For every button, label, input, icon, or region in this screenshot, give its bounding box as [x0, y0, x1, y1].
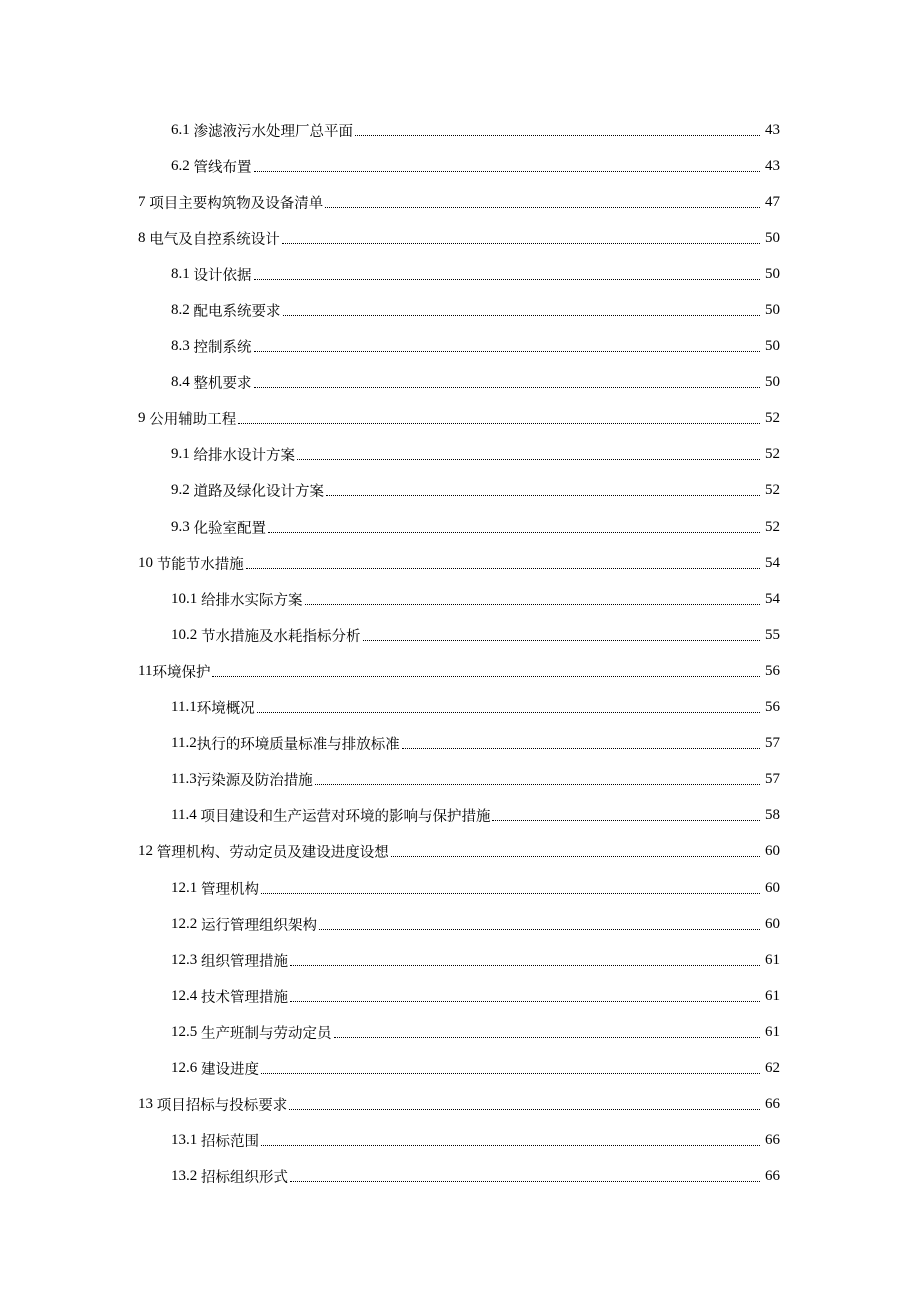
- toc-entry-number: 8.3: [171, 338, 190, 355]
- toc-dot-leader: [290, 1181, 760, 1182]
- toc-entry-number: 13.2: [171, 1168, 198, 1185]
- toc-entry-number: 9.2: [171, 482, 190, 499]
- toc-dot-leader: [261, 893, 760, 894]
- toc-entry[interactable]: [0, 870, 920, 906]
- toc-entry[interactable]: [0, 256, 920, 292]
- toc-dot-leader: [363, 640, 761, 641]
- table-of-contents: [0, 112, 920, 1195]
- toc-entry-page-number: 54: [765, 590, 780, 607]
- toc-dot-leader: [254, 351, 761, 352]
- toc-dot-leader: [282, 243, 760, 244]
- toc-entry[interactable]: [0, 798, 920, 834]
- toc-entry[interactable]: [0, 401, 920, 437]
- toc-entry-title: 项目建设和生产运营对环境的影响与保护措施: [200, 809, 491, 826]
- toc-entry-title: 渗滤液污水处理厂总平面: [193, 123, 353, 140]
- toc-entry[interactable]: [0, 690, 920, 726]
- toc-entry-page-number: 66: [765, 1096, 780, 1113]
- toc-entry[interactable]: [0, 834, 920, 870]
- toc-entry-number: 9.1: [171, 446, 190, 463]
- toc-entry-number: 9.3: [171, 518, 190, 535]
- toc-entry-number: 8.4: [171, 374, 190, 391]
- toc-entry[interactable]: [0, 112, 920, 148]
- toc-entry[interactable]: [0, 184, 920, 220]
- toc-dot-leader: [254, 279, 761, 280]
- toc-dot-leader: [290, 1001, 760, 1002]
- toc-entry-title: 电气及自控系统设计: [149, 231, 280, 248]
- toc-entry-page-number: 58: [765, 807, 780, 824]
- toc-entry-page-number: 47: [765, 193, 780, 210]
- toc-entry-title: 公用辅助工程: [149, 412, 237, 429]
- toc-entry-number: 12.3: [171, 951, 198, 968]
- toc-entry-page-number: 52: [765, 446, 780, 463]
- toc-entry-title: 项目招标与投标要求: [156, 1098, 288, 1115]
- toc-entry[interactable]: [0, 1123, 920, 1159]
- toc-entry-title: 节水措施及水耗指标分析: [201, 628, 361, 645]
- toc-dot-leader: [315, 784, 760, 785]
- toc-dot-leader: [290, 965, 760, 966]
- toc-entry[interactable]: [0, 329, 920, 365]
- toc-dot-leader: [402, 748, 760, 749]
- toc-entry-title: 化验室配置: [193, 520, 266, 537]
- toc-entry[interactable]: [0, 148, 920, 184]
- toc-entry-title: 组织管理措施: [201, 953, 288, 970]
- toc-entry-page-number: 66: [765, 1132, 780, 1149]
- toc-entry-page-number: 50: [765, 265, 780, 282]
- toc-dot-leader: [283, 315, 761, 316]
- toc-entry[interactable]: [0, 942, 920, 978]
- toc-entry-page-number: 50: [765, 302, 780, 319]
- toc-entry-page-number: 43: [765, 121, 780, 138]
- toc-entry-page-number: 61: [765, 987, 780, 1004]
- toc-entry[interactable]: [0, 726, 920, 762]
- toc-entry-title: 道路及绿化设计方案: [193, 484, 324, 501]
- toc-entry-page-number: 60: [765, 879, 780, 896]
- toc-entry-page-number: 54: [765, 554, 780, 571]
- toc-entry-number: 8.2: [171, 302, 190, 319]
- toc-dot-leader: [297, 459, 760, 460]
- toc-entry[interactable]: [0, 762, 920, 798]
- toc-dot-leader: [268, 532, 760, 533]
- toc-entry-title: 环境保护: [152, 664, 211, 681]
- toc-entry[interactable]: [0, 292, 920, 328]
- toc-entry-title: 节能节水措施: [156, 556, 244, 573]
- toc-entry-title: 管理机构、劳动定员及建设进度设想: [156, 845, 389, 862]
- toc-dot-leader: [355, 135, 760, 136]
- toc-entry-number: 13: [138, 1096, 153, 1113]
- toc-entry-number: 11.3: [171, 771, 197, 788]
- toc-entry-page-number: 60: [765, 915, 780, 932]
- toc-entry-title: 执行的环境质量标准与排放标准: [196, 737, 400, 754]
- toc-entry[interactable]: [0, 437, 920, 473]
- toc-entry[interactable]: [0, 617, 920, 653]
- toc-entry-title: 设计依据: [193, 267, 252, 284]
- toc-entry-title: 管理机构: [201, 881, 259, 898]
- toc-entry-page-number: 50: [765, 374, 780, 391]
- toc-dot-leader: [492, 820, 760, 821]
- toc-entry-page-number: 61: [765, 1023, 780, 1040]
- toc-entry[interactable]: [0, 220, 920, 256]
- toc-entry-title: 招标组织形式: [201, 1170, 288, 1187]
- toc-entry[interactable]: [0, 509, 920, 545]
- toc-entry-page-number: 55: [765, 626, 780, 643]
- toc-entry-number: 11.2: [171, 735, 197, 752]
- toc-entry-number: 11.1: [171, 699, 197, 716]
- toc-entry-title: 运行管理组织架构: [201, 917, 317, 934]
- toc-entry-number: 12.2: [171, 915, 198, 932]
- toc-dot-leader: [254, 387, 761, 388]
- toc-entry-page-number: 52: [765, 410, 780, 427]
- toc-entry-title: 污染源及防治措施: [196, 773, 313, 790]
- toc-entry-number: 6.1: [171, 121, 190, 138]
- toc-entry-title: 整机要求: [193, 376, 252, 393]
- toc-entry[interactable]: [0, 1159, 920, 1195]
- toc-entry-number: 10.1: [171, 590, 198, 607]
- toc-entry-title: 给排水实际方案: [201, 592, 303, 609]
- toc-entry-title: 管线布置: [193, 159, 252, 176]
- toc-entry-number: 12.5: [171, 1023, 198, 1040]
- toc-entry[interactable]: [0, 978, 920, 1014]
- toc-entry-number: 11.4: [171, 807, 197, 824]
- toc-dot-leader: [391, 856, 760, 857]
- toc-dot-leader: [254, 171, 761, 172]
- toc-entry-number: 13.1: [171, 1132, 198, 1149]
- toc-entry-page-number: 57: [765, 771, 780, 788]
- toc-dot-leader: [261, 1073, 760, 1074]
- toc-entry-page-number: 62: [765, 1059, 780, 1076]
- toc-dot-leader: [319, 929, 760, 930]
- toc-entry-number: 9: [138, 410, 146, 427]
- toc-entry[interactable]: [0, 545, 920, 581]
- toc-entry-number: 8.1: [171, 265, 190, 282]
- toc-entry-page-number: 50: [765, 338, 780, 355]
- toc-entry-page-number: 52: [765, 482, 780, 499]
- toc-dot-leader: [289, 1109, 760, 1110]
- toc-entry-number: 12.4: [171, 987, 198, 1004]
- toc-entry-number: 11: [138, 662, 153, 679]
- toc-dot-leader: [238, 423, 760, 424]
- toc-entry-page-number: 57: [765, 735, 780, 752]
- toc-entry-title: 招标范围: [201, 1134, 259, 1151]
- toc-entry-title: 技术管理措施: [201, 989, 288, 1006]
- toc-dot-leader: [261, 1145, 760, 1146]
- toc-entry[interactable]: [0, 906, 920, 942]
- toc-entry-number: 10: [138, 554, 153, 571]
- toc-entry-page-number: 43: [765, 157, 780, 174]
- toc-entry-page-number: 56: [765, 699, 780, 716]
- toc-entry-number: 12.6: [171, 1059, 198, 1076]
- toc-entry-number: 8: [138, 229, 146, 246]
- toc-dot-leader: [326, 495, 760, 496]
- toc-entry-title: 配电系统要求: [193, 304, 281, 321]
- toc-entry-title: 项目主要构筑物及设备清单: [149, 195, 324, 212]
- toc-entry[interactable]: [0, 581, 920, 617]
- toc-entry-title: 环境概况: [196, 701, 255, 718]
- toc-dot-leader: [305, 604, 761, 605]
- toc-entry-page-number: 66: [765, 1168, 780, 1185]
- toc-entry[interactable]: [0, 1050, 920, 1086]
- toc-entry-title: 给排水设计方案: [193, 448, 295, 465]
- toc-entry-page-number: 52: [765, 518, 780, 535]
- toc-dot-leader: [325, 207, 760, 208]
- toc-entry-page-number: 56: [765, 662, 780, 679]
- toc-entry-number: 10.2: [171, 626, 198, 643]
- toc-entry-number: 12.1: [171, 879, 198, 896]
- toc-entry[interactable]: [0, 653, 920, 689]
- toc-dot-leader: [257, 712, 760, 713]
- toc-entry[interactable]: [0, 1014, 920, 1050]
- toc-dot-leader: [246, 568, 760, 569]
- toc-entry[interactable]: [0, 365, 920, 401]
- toc-entry-number: 6.2: [171, 157, 190, 174]
- toc-entry-page-number: 61: [765, 951, 780, 968]
- toc-entry-title: 生产班制与劳动定员: [201, 1025, 332, 1042]
- toc-entry-page-number: 50: [765, 229, 780, 246]
- toc-entry-page-number: 60: [765, 843, 780, 860]
- toc-entry-title: 控制系统: [193, 340, 252, 357]
- toc-entry[interactable]: [0, 1087, 920, 1123]
- toc-entry-number: 7: [138, 193, 146, 210]
- toc-entry[interactable]: [0, 473, 920, 509]
- toc-dot-leader: [334, 1037, 761, 1038]
- toc-dot-leader: [212, 676, 760, 677]
- toc-entry-number: 12: [138, 843, 153, 860]
- toc-entry-title: 建设进度: [201, 1061, 259, 1078]
